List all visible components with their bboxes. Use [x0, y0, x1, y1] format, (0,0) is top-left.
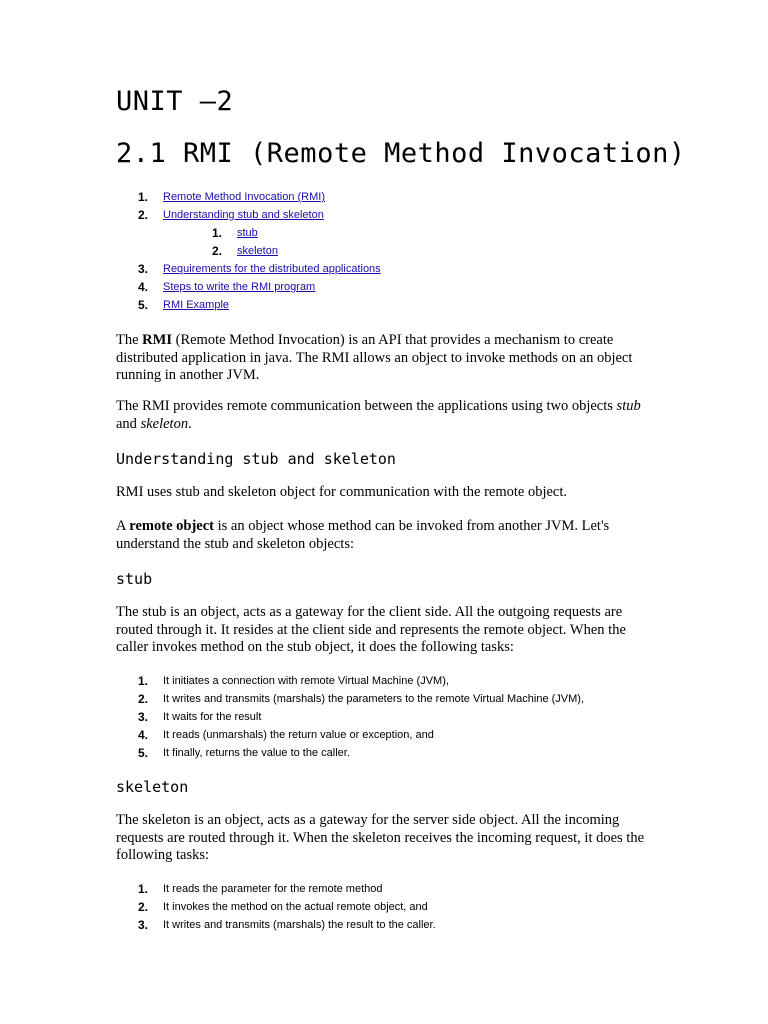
remote-object-text: A — [116, 518, 130, 534]
stub-paragraph: The stub is an object, acts as a gateway for the client side. All the outgoing requests are routed through it. It resides at the client side and represents the remote object. When the caller invokes method on the stub object, it does the following tasks: — [116, 604, 626, 655]
stub-skeleton-paragraph: RMI uses stub and skeleton object for communication with the remote object. — [116, 484, 568, 500]
remote-object-text: is an object whose method can be invoked from another JVM. Let's understand the stub and skeleton objects: — [116, 518, 610, 552]
communication-text: . — [188, 415, 192, 432]
list-item-text: It reads (unmarshals) the return value or exception, and — [163, 729, 434, 741]
skeleton-term: skeleton — [140, 415, 189, 432]
communication-paragraph — [116, 398, 656, 433]
toc-link-skeleton[interactable]: skeleton — [237, 245, 278, 257]
toc-link-requirements[interactable]: Requirements for the distributed applications — [163, 263, 381, 275]
list-item-text: It reads the parameter for the remote method — [163, 883, 383, 895]
rmi-term: RMI — [142, 332, 172, 348]
list-item-number: 4. — [138, 728, 149, 742]
communication-text: The RMI provides remote communication between the applications using two objects — [116, 398, 617, 414]
toc-item-number: 4. — [138, 280, 149, 294]
toc-item-number: 2. — [138, 208, 149, 222]
toc-link-stub[interactable]: stub — [237, 227, 258, 239]
section-heading-skeleton: skeleton — [116, 778, 189, 796]
toc-subitem-number: 2. — [212, 244, 223, 258]
intro-text: (Remote Method Invocation) is an API that provides a mechanism to create distributed application in java. The RMI allows an object to invoke methods on an object running in another JVM. — [116, 332, 633, 383]
skeleton-paragraph: The skeleton is an object, acts as a gateway for the server side object. All the incoming requests are routed through it. When the skeleton receives the incoming request, it does the following tasks: — [116, 812, 645, 863]
list-item-text: It waits for the result — [163, 711, 262, 723]
unit-title: UNIT –2 — [116, 86, 234, 117]
list-item-text: It writes and transmits (marshals) the result to the caller. — [163, 919, 436, 931]
list-item-number: 3. — [138, 918, 149, 932]
section-heading-stub-skeleton: Understanding stub and skeleton — [116, 450, 396, 468]
stub-term: stub — [616, 398, 641, 414]
remote-object-paragraph — [116, 518, 656, 553]
page-title: 2.1 RMI (Remote Method Invocation) — [116, 138, 686, 169]
list-item-number: 2. — [138, 900, 149, 914]
toc-link-rmi[interactable]: Remote Method Invocation (RMI) — [163, 191, 326, 203]
toc-link-steps[interactable]: Steps to write the RMI program — [163, 281, 316, 293]
list-item-number: 3. — [138, 710, 149, 724]
section-heading-stub: stub — [116, 570, 153, 588]
remote-object-term: remote object — [129, 518, 214, 534]
list-item-number: 1. — [138, 882, 149, 896]
toc-link-stub-skeleton[interactable]: Understanding stub and skeleton — [163, 209, 324, 221]
list-item-number: 1. — [138, 674, 149, 688]
list-item-text: It writes and transmits (marshals) the parameters to the remote Virtual Machine (JVM), — [163, 693, 584, 705]
toc-item-number: 5. — [138, 298, 149, 312]
toc-item-number: 3. — [138, 262, 149, 276]
list-item-number: 2. — [138, 692, 149, 706]
list-item-number: 5. — [138, 746, 149, 760]
toc-link-rmi-example[interactable]: RMI Example — [163, 299, 230, 311]
intro-text: The — [116, 332, 143, 348]
list-item-text: It invokes the method on the actual remote object, and — [163, 901, 428, 913]
intro-paragraph — [116, 332, 656, 385]
list-item-text: It finally, returns the value to the caller. — [163, 747, 350, 759]
toc-subitem-number: 1. — [212, 226, 223, 240]
list-item-text: It initiates a connection with remote Virtual Machine (JVM), — [163, 675, 449, 687]
toc-item-number: 1. — [138, 190, 149, 204]
communication-text: and — [116, 415, 141, 432]
